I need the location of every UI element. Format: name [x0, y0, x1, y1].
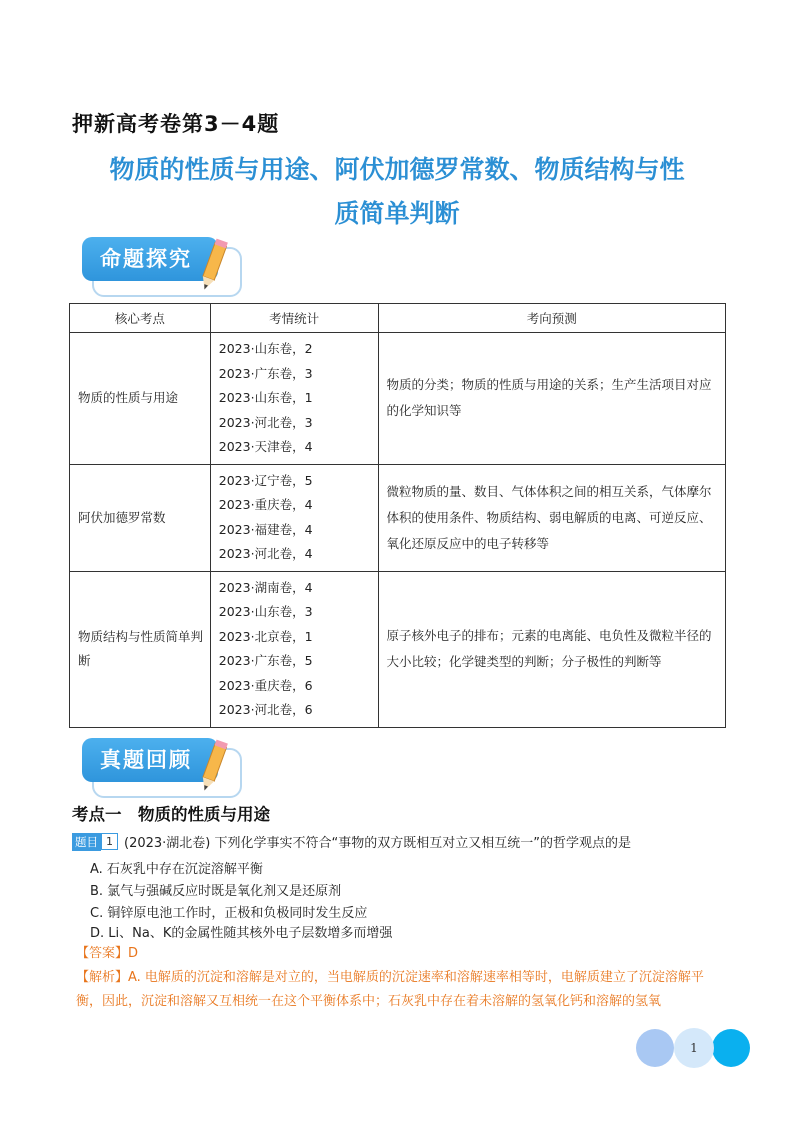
row-stats: [210, 571, 378, 727]
banner-explore: [82, 237, 242, 297]
stat-item: 2023·北京卷，1: [218, 628, 313, 644]
option-c: C. 铜锌原电池工作时，正极和负极同时发生反应: [90, 906, 368, 921]
row-core-point: 物质的性质与用途: [70, 333, 211, 465]
question-header: [72, 832, 631, 851]
pencil-icon: [196, 738, 230, 796]
row-prediction: 原子核外电子的排布；元素的电离能、电负性及微粒半径的大小比较；化学键类型的判断；分子极性的判断等: [378, 571, 725, 727]
table-row: [70, 333, 726, 465]
row-stats: [210, 333, 378, 465]
answer-text: 【答案】D: [76, 946, 139, 961]
stat-item: 2023·山东卷，1: [218, 390, 313, 405]
option-d: D. Li、Na、K的金属性随其核外电子层数增多而增强: [90, 926, 393, 941]
exam-stats-table: [69, 303, 726, 728]
pencil-icon: [196, 237, 230, 295]
header-core-point: 核心考点: [70, 304, 211, 333]
table-row: [70, 571, 726, 727]
stat-item: 2023·河北卷，6: [218, 702, 313, 717]
row-core-point: 物质结构与性质简单判断: [70, 571, 211, 727]
section-title: 考点一 物质的性质与用途: [72, 805, 270, 824]
page-number: 1: [674, 1028, 714, 1068]
option-a: A. 石灰乳中存在沉淀溶解平衡: [90, 862, 263, 877]
stat-item: 2023·河北卷，3: [218, 414, 313, 430]
table-row: [70, 464, 726, 571]
header-prediction: 考向预测: [378, 304, 725, 333]
header-stats: 考情统计: [210, 304, 378, 333]
circle-decoration: [636, 1029, 674, 1067]
question-text: (2023·湖北卷) 下列化学事实不符合“事物的双方既相互对立又相互统一”的哲学观点的是: [124, 836, 631, 851]
stat-item: 2023·辽宁卷，5: [218, 472, 313, 488]
stat-item: 2023·天津卷，4: [218, 439, 313, 454]
stat-item: 2023·山东卷，2: [218, 341, 313, 356]
stat-item: 2023·重庆卷，4: [218, 497, 313, 512]
stat-item: 2023·广东卷，5: [218, 653, 313, 668]
question-number: 1: [101, 833, 118, 850]
page-indicator: [636, 1028, 752, 1068]
row-prediction: 物质的分类；物质的性质与用途的关系；生产生活项目对应的化学知识等: [378, 333, 725, 465]
row-core-point: 阿伏加德罗常数: [70, 464, 211, 571]
stat-item: 2023·山东卷，3: [218, 604, 313, 619]
main-title-line1: 物质的性质与用途、阿伏加德罗常数、物质结构与性: [109, 155, 685, 184]
main-title: [60, 148, 734, 236]
analysis-text: 【解析】A. 电解质的沉淀和溶解是对立的，当电解质的沉淀速率和溶解速率相等时，电解质建立了沉淀溶解平衡，因此，沉淀和溶解又互相统一在这个平衡体系中；石灰乳中存在着未溶解的氢氧化钙和溶解的氢氧: [76, 970, 704, 1009]
stat-item: 2023·河北卷，4: [218, 546, 313, 561]
stat-item: 2023·福建卷，4: [218, 521, 313, 537]
option-b: B. 氯气与强碱反应时既是氧化剂又是还原剂: [90, 884, 342, 899]
stat-item: 2023·重庆卷，6: [218, 677, 313, 693]
stat-item: 2023·广东卷，3: [218, 365, 313, 381]
stat-item: 2023·湖南卷，4: [218, 579, 313, 595]
banner-review: [82, 738, 242, 798]
banner-review-label: 真题回顾: [82, 738, 218, 782]
row-prediction: 微粒物质的量、数目、气体体积之间的相互关系，气体摩尔体积的使用条件、物质结构、弱电解质的电离、可逆反应、氧化还原反应中的电子转移等: [378, 464, 725, 571]
table-header-row: [70, 304, 726, 333]
question-label: 题目: [72, 833, 101, 851]
main-title-line2: 质简单判断: [334, 199, 460, 228]
circle-decoration: [712, 1029, 750, 1067]
row-stats: [210, 464, 378, 571]
banner-explore-label: 命题探究: [82, 237, 218, 281]
top-heading: 押新高考卷第3－4题: [72, 112, 280, 136]
